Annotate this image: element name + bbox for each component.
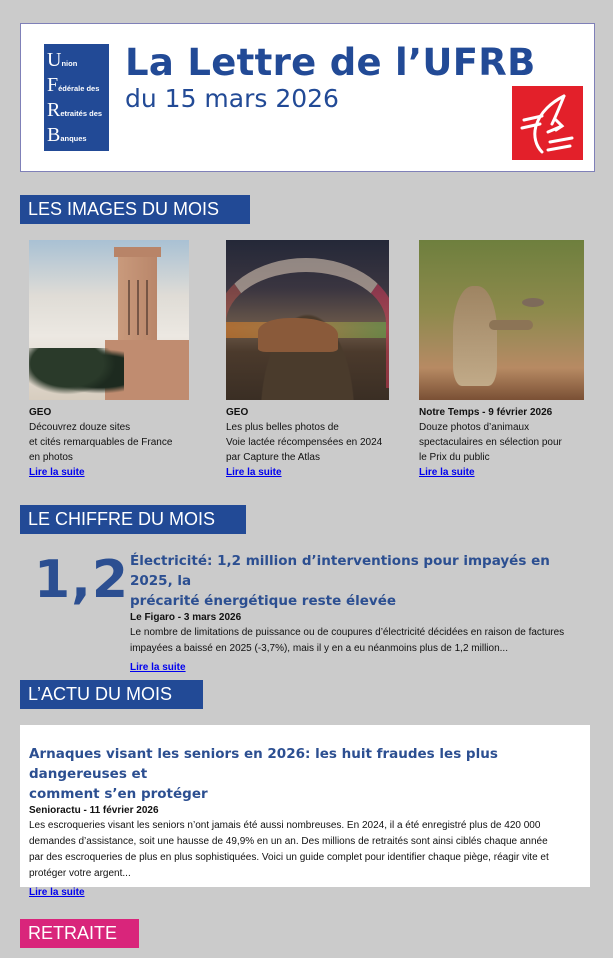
image-description: spectaculaires en sélection pour	[419, 437, 562, 448]
actu-article-card	[20, 725, 590, 898]
ufrb-logo-line: Fédérale des	[47, 74, 100, 96]
lynx-photo[interactable]	[419, 240, 584, 400]
article-title-line: Arnaques visant les seniors en 2026: les huit fraudes les plus dangereuses et	[29, 746, 498, 782]
article-title[interactable]	[29, 744, 580, 804]
image-card	[419, 240, 599, 480]
article-summary: Le nombre de limitations de puissance ou de coupures d’électricité décidées en raison de factures impayées a baissé en 2025 (-3,7%), mais il y en a eu néanmoins plus de 1,2 million...	[130, 627, 565, 654]
caisse-epargne-logo-icon	[512, 86, 583, 160]
read-more-link[interactable]: Lire la suite	[29, 887, 85, 898]
section-header-images: LES IMAGES DU MOIS	[20, 195, 250, 224]
section-header-chiffre: LE CHIFFRE DU MOIS	[20, 505, 246, 534]
image-description: Douze photos d’animaux	[419, 422, 530, 433]
chiffre-article	[130, 551, 590, 675]
article-title-line: Électricité: 1,2 million d’interventions pour impayés en 2025, la	[130, 553, 550, 589]
image-description: le Prix du public	[419, 452, 490, 463]
article-source-date: Senioractu - 11 février 2026	[29, 805, 159, 816]
article-title[interactable]	[130, 551, 590, 611]
section-header-actu: L’ACTU DU MOIS	[20, 680, 203, 709]
ufrb-logo-line: Banques	[47, 124, 87, 146]
image-source: GEO	[226, 407, 249, 418]
newsletter-date: du 15 mars 2026	[125, 84, 339, 113]
article-title-line: précarité énergétique reste élevée	[130, 593, 397, 609]
image-description: Les plus belles photos de	[226, 422, 339, 433]
image-card	[226, 240, 406, 480]
ufrb-logo	[44, 44, 109, 151]
ufrb-logo-line: Retraités des	[47, 99, 103, 121]
read-more-link[interactable]: Lire la suite	[130, 662, 186, 673]
article-title-line: comment s’en protéger	[29, 786, 208, 802]
newsletter-header	[20, 23, 595, 172]
image-source: Notre Temps - 9 février 2026	[419, 407, 553, 418]
image-description: en photos	[29, 452, 73, 463]
newsletter-title: La Lettre de l’UFRB	[125, 41, 536, 84]
cathedral-photo[interactable]	[29, 240, 189, 400]
read-more-link[interactable]: Lire la suite	[226, 467, 282, 478]
ufrb-logo-line: Union	[47, 49, 78, 71]
read-more-link[interactable]: Lire la suite	[419, 467, 475, 478]
article-source-date: Le Figaro - 3 mars 2026	[130, 612, 242, 623]
article-summary: Les escroqueries visant les seniors n’ont jamais été aussi nombreuses. En 2024, il a été enregistré plus de 420 000 demandes d’assistance, soit une hausse de 49,9% en un an. Des millions de retraités sont ainsi ciblés chaque année par des escroqueries de plus en plus sophistiquées. Voici un guide complet pour identifier chaque piège, réagir vite et protéger votre argent...	[29, 820, 549, 879]
image-description: Voie lactée récompensées en 2024	[226, 437, 383, 448]
read-more-link[interactable]: Lire la suite	[29, 467, 85, 478]
image-source: GEO	[29, 407, 52, 418]
image-card	[29, 240, 209, 480]
image-description: par Capture the Atlas	[226, 452, 320, 463]
image-description: et cités remarquables de France	[29, 437, 173, 448]
milky-way-photo[interactable]	[226, 240, 389, 400]
image-description: Découvrez douze sites	[29, 422, 131, 433]
section-header-retraite: RETRAITE	[20, 919, 139, 948]
squirrel-euro-icon	[512, 86, 583, 160]
key-figure: 1,2	[34, 550, 130, 610]
